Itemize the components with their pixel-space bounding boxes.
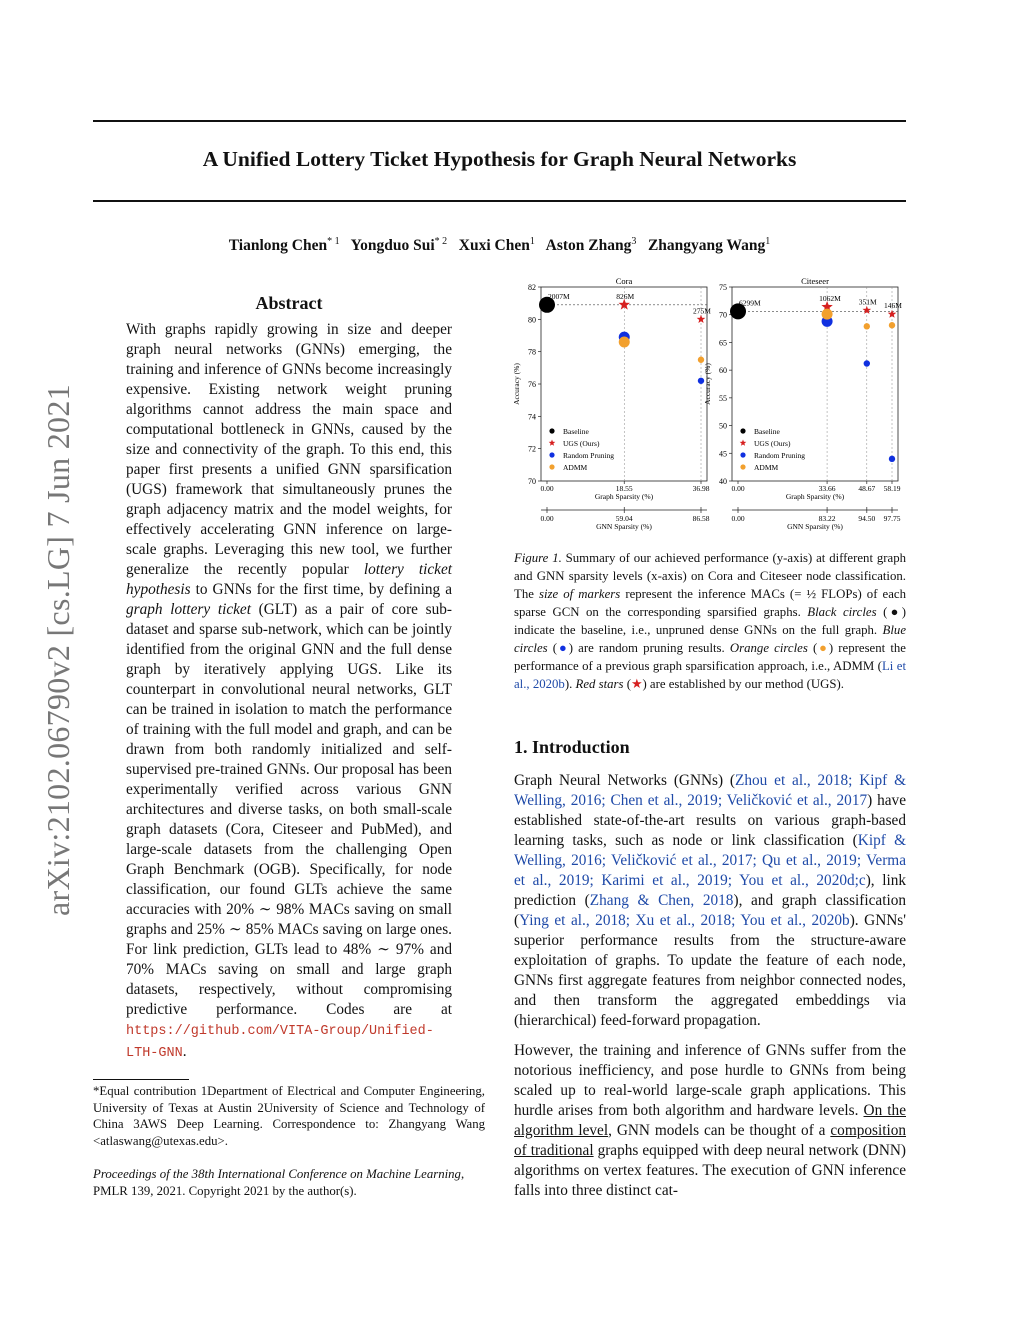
citeseer-legend-label: Random Pruning [754, 451, 806, 460]
author-name: Tianlong Chen [228, 237, 328, 255]
title-rule [93, 200, 906, 202]
citeseer-mac-label: 146M [884, 301, 902, 311]
cora-legend-marker [549, 428, 554, 433]
top-rule [93, 120, 906, 122]
cora-legend-marker [549, 452, 554, 457]
figure-1 [505, 275, 915, 535]
cora-ugs-point [697, 315, 706, 323]
citeseer-mac-label: 351M [858, 297, 877, 307]
citeseer-legend-marker [740, 464, 745, 469]
abstract-emphasis: graph lottery ticket [126, 601, 251, 618]
abstract-emphasis: lottery ticket hypothesis [126, 561, 453, 598]
caption-emphasis: Red stars [575, 677, 624, 691]
cora-y-tick-label: 74 [528, 412, 536, 422]
citeseer-chart-title: Citeseer [801, 276, 829, 286]
intro-text: ). GNNs' superior performance results from the structure-aware exploitation of graphs. To update the feature of each node, GNNs first aggregate features from neighbor connected nodes, and then transform the aggregated embeddings via (hierarchical) feed-forward propagation. [514, 912, 906, 1029]
citeseer-x-tick-label: 33.66 [818, 484, 836, 493]
citeseer-y-axis-label: Accuracy (%) [703, 363, 712, 405]
cora-mac-label: 2007M [548, 291, 570, 301]
citation-link[interactable]: Zhou et al., 2018; Kipf & Welling, 2016; Chen et al., 2019; Veličković et al., 2017 [514, 772, 906, 809]
caption-emphasis: Blue circles [514, 623, 906, 655]
author-affil: * 2 [434, 236, 448, 247]
caption-label: Figure 1. [514, 551, 562, 565]
blue-circle-icon: ● [557, 641, 569, 655]
black-circle-icon: ● [887, 605, 902, 619]
author-list [93, 236, 906, 255]
introduction-heading: 1. Introduction [514, 737, 630, 757]
intro-underlined: composition of traditional [514, 1122, 907, 1159]
citeseer-x2-axis-label: GNN Sparsity (%) [787, 522, 843, 531]
red-star-icon: ★ [630, 677, 643, 691]
cora-x-axis-label: Graph Sparsity (%) [594, 492, 654, 501]
code-link[interactable]: https://github.com/VITA-Group/Unified-LTH-GNN [126, 1024, 434, 1061]
citeseer-admm-point [864, 323, 870, 329]
footnote-rule [93, 1079, 189, 1080]
citeseer-random-point [889, 456, 895, 462]
cora-x2-tick-label: 0.00 [540, 514, 554, 523]
citeseer-legend-marker [740, 452, 745, 457]
caption-text: are random pruning results. [578, 641, 730, 655]
caption-emphasis: size of markers [538, 587, 621, 601]
cora-legend-label: ADMM [563, 463, 588, 472]
citeseer-y-tick-label: 50 [719, 421, 727, 431]
cora-x-tick-label: 18.55 [615, 484, 633, 493]
cora-y-tick-label: 80 [528, 315, 536, 325]
cora-mac-label: 826M [616, 291, 635, 301]
abstract-text: (GLT) as a pair of core sub-dataset and sparse sub-network, which can be jointly identified from the original GNN and the full dense graph by iteratively applying UGS. Like its counterpart in convolutional neural networks, GLT can be trained in isolation to match the performance of training with the full model and graph, and can be drawn from both randomly initialized and self-supervised pre-trained GNNs. Our proposal has been experimentally verified across various GNN architectures and diverse tasks, on both small-scale graph datasets (Cora, Citeseer and PubMed), and large-scale datasets from the challenging Open Graph Benchmark (OGB). Specifically, for node classification, our found GLTs achieve the same accuracies with 20% ∼ 98% MACs saving on small graphs and 25% ∼ 85% MACs saving on large ones. For link prediction, GLTs lead to 48% ∼ 97% and 70% MACs saving on small and large graph datasets, respectively, without compromising predictive performance. Codes are at [126, 601, 452, 1018]
caption-text: represent the inference MACs (= ½ FLOPs) of each sparse GCN on the corresponding sparsified graphs. [514, 587, 906, 619]
intro-paragraph-2 [514, 1041, 906, 1201]
abstract-text: . [182, 1043, 187, 1060]
caption-text: represent the performance of a previous graph sparsification approach, i.e., ADMM ( [514, 641, 906, 673]
author-affil: 3 [631, 236, 637, 247]
cora-admm-point [698, 357, 704, 363]
citeseer-mac-label: 1062M [819, 293, 841, 303]
author-name: Yongduo Sui [350, 237, 435, 255]
intro-text: ), link prediction ( [514, 872, 906, 909]
cora-mac-label: 275M [693, 306, 711, 316]
citation-link[interactable]: Kipf & Welling, 2016; Veličković et al., 2017; Qu et al., 2019; Verma et al., 2019; Karimi et al., 2019; You et al., 2020d;c [514, 832, 906, 889]
cora-x2-axis-label: GNN Sparsity (%) [596, 522, 652, 531]
citeseer-random-point [864, 360, 870, 366]
citeseer-y-tick-label: 40 [719, 477, 727, 486]
proceedings-venue: Proceedings of the 38th International Conference on Machine Learning [93, 1167, 461, 1181]
citeseer-legend-label: UGS (Ours) [754, 439, 791, 448]
cora-y-tick-label: 72 [528, 444, 536, 454]
cora-legend-label: Baseline [563, 427, 589, 436]
cora-y-tick-label: 82 [528, 283, 536, 292]
citeseer-x-tick-label: 58.19 [883, 484, 901, 493]
intro-text: Graph Neural Networks (GNNs) ( [514, 772, 736, 789]
paper-title: A Unified Lottery Ticket Hypothesis for Graph Neural Networks [202, 147, 797, 171]
cora-legend-label: UGS (Ours) [563, 439, 600, 448]
abstract-text: With graphs rapidly growing in size and deeper graph neural networks (GNNs) emerging, the training and inference of GNNs become increasingly expensive. Existing network weight pruning algorithms cannot address the main space and computational bottleneck in GNNs, caused by the size and connectivity of the graph. To this end, this paper first presents a unified GNN sparsification (UGS) framework that simultaneously prunes the graph adjacency matrix and the model weights, for effectively accelerating GNN inference on large-scale graphs. Leveraging this new tool, we further generalize the recently popular [126, 321, 452, 578]
cora-admm-point [619, 336, 630, 347]
citeseer-legend-label: ADMM [754, 463, 779, 472]
cora-x2-tick-label: 59.04 [615, 514, 633, 523]
caption-text: are established by our method (UGS). [649, 677, 844, 691]
citeseer-legend-label: Baseline [754, 427, 780, 436]
citeseer-y-tick-label: 70 [719, 310, 727, 320]
citation-link[interactable]: Zhang & Chen, 2018 [589, 892, 734, 909]
citeseer-x-tick-label: 48.67 [858, 484, 876, 493]
citeseer-x2-tick-label: 97.75 [883, 514, 901, 523]
abstract-body [126, 320, 452, 1064]
caption-text: ). [564, 677, 576, 691]
citeseer-legend-marker [740, 440, 747, 446]
author-name: Xuxi Chen [458, 237, 530, 255]
figure-1-svg [505, 275, 915, 535]
cora-y-tick-label: 70 [528, 477, 536, 486]
arxiv-identifier: arXiv:2102.06790v2 [cs.LG] 7 Jun 2021 [40, 384, 76, 916]
cora-x2-tick-label: 86.58 [692, 514, 710, 523]
intro-underlined: On the algorithm level [514, 1102, 906, 1139]
intro-text: ), and graph classification ( [514, 892, 906, 929]
orange-circle-icon: ● [817, 641, 829, 655]
citeseer-admm-point [822, 309, 833, 320]
footnote: *Equal contribution 1Department of Electrical and Computer Engineering, University of Texas at Austin 2University of Science and Technology of China 3AWS Deep Learning. Correspondence to: Zhangyang Wang <atlaswang@utexas.edu>. [93, 1084, 485, 1148]
citation-link[interactable]: Li et al., 2020b [514, 659, 906, 691]
caption-emphasis: Orange circles [729, 641, 808, 655]
figure-caption: Figure 1. Summary of our achieved performance (y-axis) at different graph and GNN sparsity levels (x-axis) on Cora and Citeseer node classification. The size of markers represent the inference MACs (= ½ FLOPs) of each sparse GCN on the corresponding sparsified graphs. Black circles (●) indicate the baseline, i.e., unpruned dense GNNs on the full graph. Blue circles (●) are random pruning results. Orange circles (●) represent the performance of a previous graph sparsification approach, i.e., ADMM (Li et al., 2020b). Red stars (★) are established by our method (UGS). [514, 551, 906, 691]
author-affil: 1 [529, 236, 535, 247]
caption-emphasis: Black circles [807, 605, 877, 619]
author-name: Aston Zhang [545, 237, 632, 255]
cora-legend-label: Random Pruning [563, 451, 615, 460]
caption-text: indicate the baseline, i.e., unpruned dense GNNs on the full graph. [514, 623, 883, 637]
intro-text: graphs equipped with deep neural network (DNN) algorithms on vertex features. The execution of GNN inference falls into three distinct cat- [514, 1142, 907, 1199]
intro-text: , GNN models can be thought of a [608, 1122, 831, 1139]
citeseer-x2-tick-label: 83.22 [818, 514, 836, 523]
citation-link[interactable]: Ying et al., 2018; Xu et al., 2018; You et al., 2020b [519, 912, 850, 929]
citeseer-x2-tick-label: 94.50 [858, 514, 876, 523]
citeseer-admm-point [889, 322, 895, 328]
citeseer-x2-tick-label: 0.00 [731, 514, 745, 523]
proceedings-rest: , PMLR 139, 2021. Copyright 2021 by the author(s). [93, 1167, 465, 1198]
abstract-heading: Abstract [255, 293, 323, 313]
author-affil: * 1 [327, 236, 340, 247]
citeseer-y-tick-label: 45 [719, 449, 727, 459]
cora-x-tick-label: 0.00 [540, 484, 554, 493]
citeseer-x-axis-label: Graph Sparsity (%) [785, 492, 845, 501]
citeseer-legend-marker [740, 428, 745, 433]
author-affil: 1 [765, 236, 771, 247]
cora-x-tick-label: 36.98 [692, 484, 710, 493]
intro-text: However, the training and inference of GNNs suffer from the notorious inefficiency, and pose hurdle to GNNs from being scaled up to real-world large-scale graph applications. This hurdle arises from both algorithm and hardware levels. [514, 1042, 906, 1119]
cora-legend-marker [549, 464, 554, 469]
cora-y-axis-label: Accuracy (%) [512, 363, 521, 405]
caption-text: Summary of our achieved performance (y-axis) at different graph and GNN sparsity levels (x-axis) on Cora and Citeseer node classification. The [514, 551, 906, 601]
citeseer-y-tick-label: 75 [719, 283, 727, 292]
cora-y-tick-label: 78 [528, 347, 536, 357]
citeseer-y-tick-label: 55 [719, 393, 727, 403]
cora-y-tick-label: 76 [528, 380, 536, 389]
author-name: Zhangyang Wang [647, 237, 766, 255]
intro-paragraph-1 [514, 771, 906, 1031]
proceedings-note [93, 1166, 485, 1199]
intro-text: ) have established state-of-the-art results on various graph-based learning tasks, such as node or link classification ( [514, 792, 906, 849]
citeseer-x-tick-label: 0.00 [731, 484, 745, 493]
citeseer-mac-label: 6299M [739, 298, 761, 308]
cora-chart-title: Cora [615, 276, 633, 286]
cora-legend-marker [549, 440, 556, 446]
abstract-text: to GNNs for the first time, by defining a [190, 581, 452, 598]
citeseer-y-tick-label: 60 [719, 366, 727, 376]
citeseer-y-tick-label: 65 [719, 338, 727, 348]
